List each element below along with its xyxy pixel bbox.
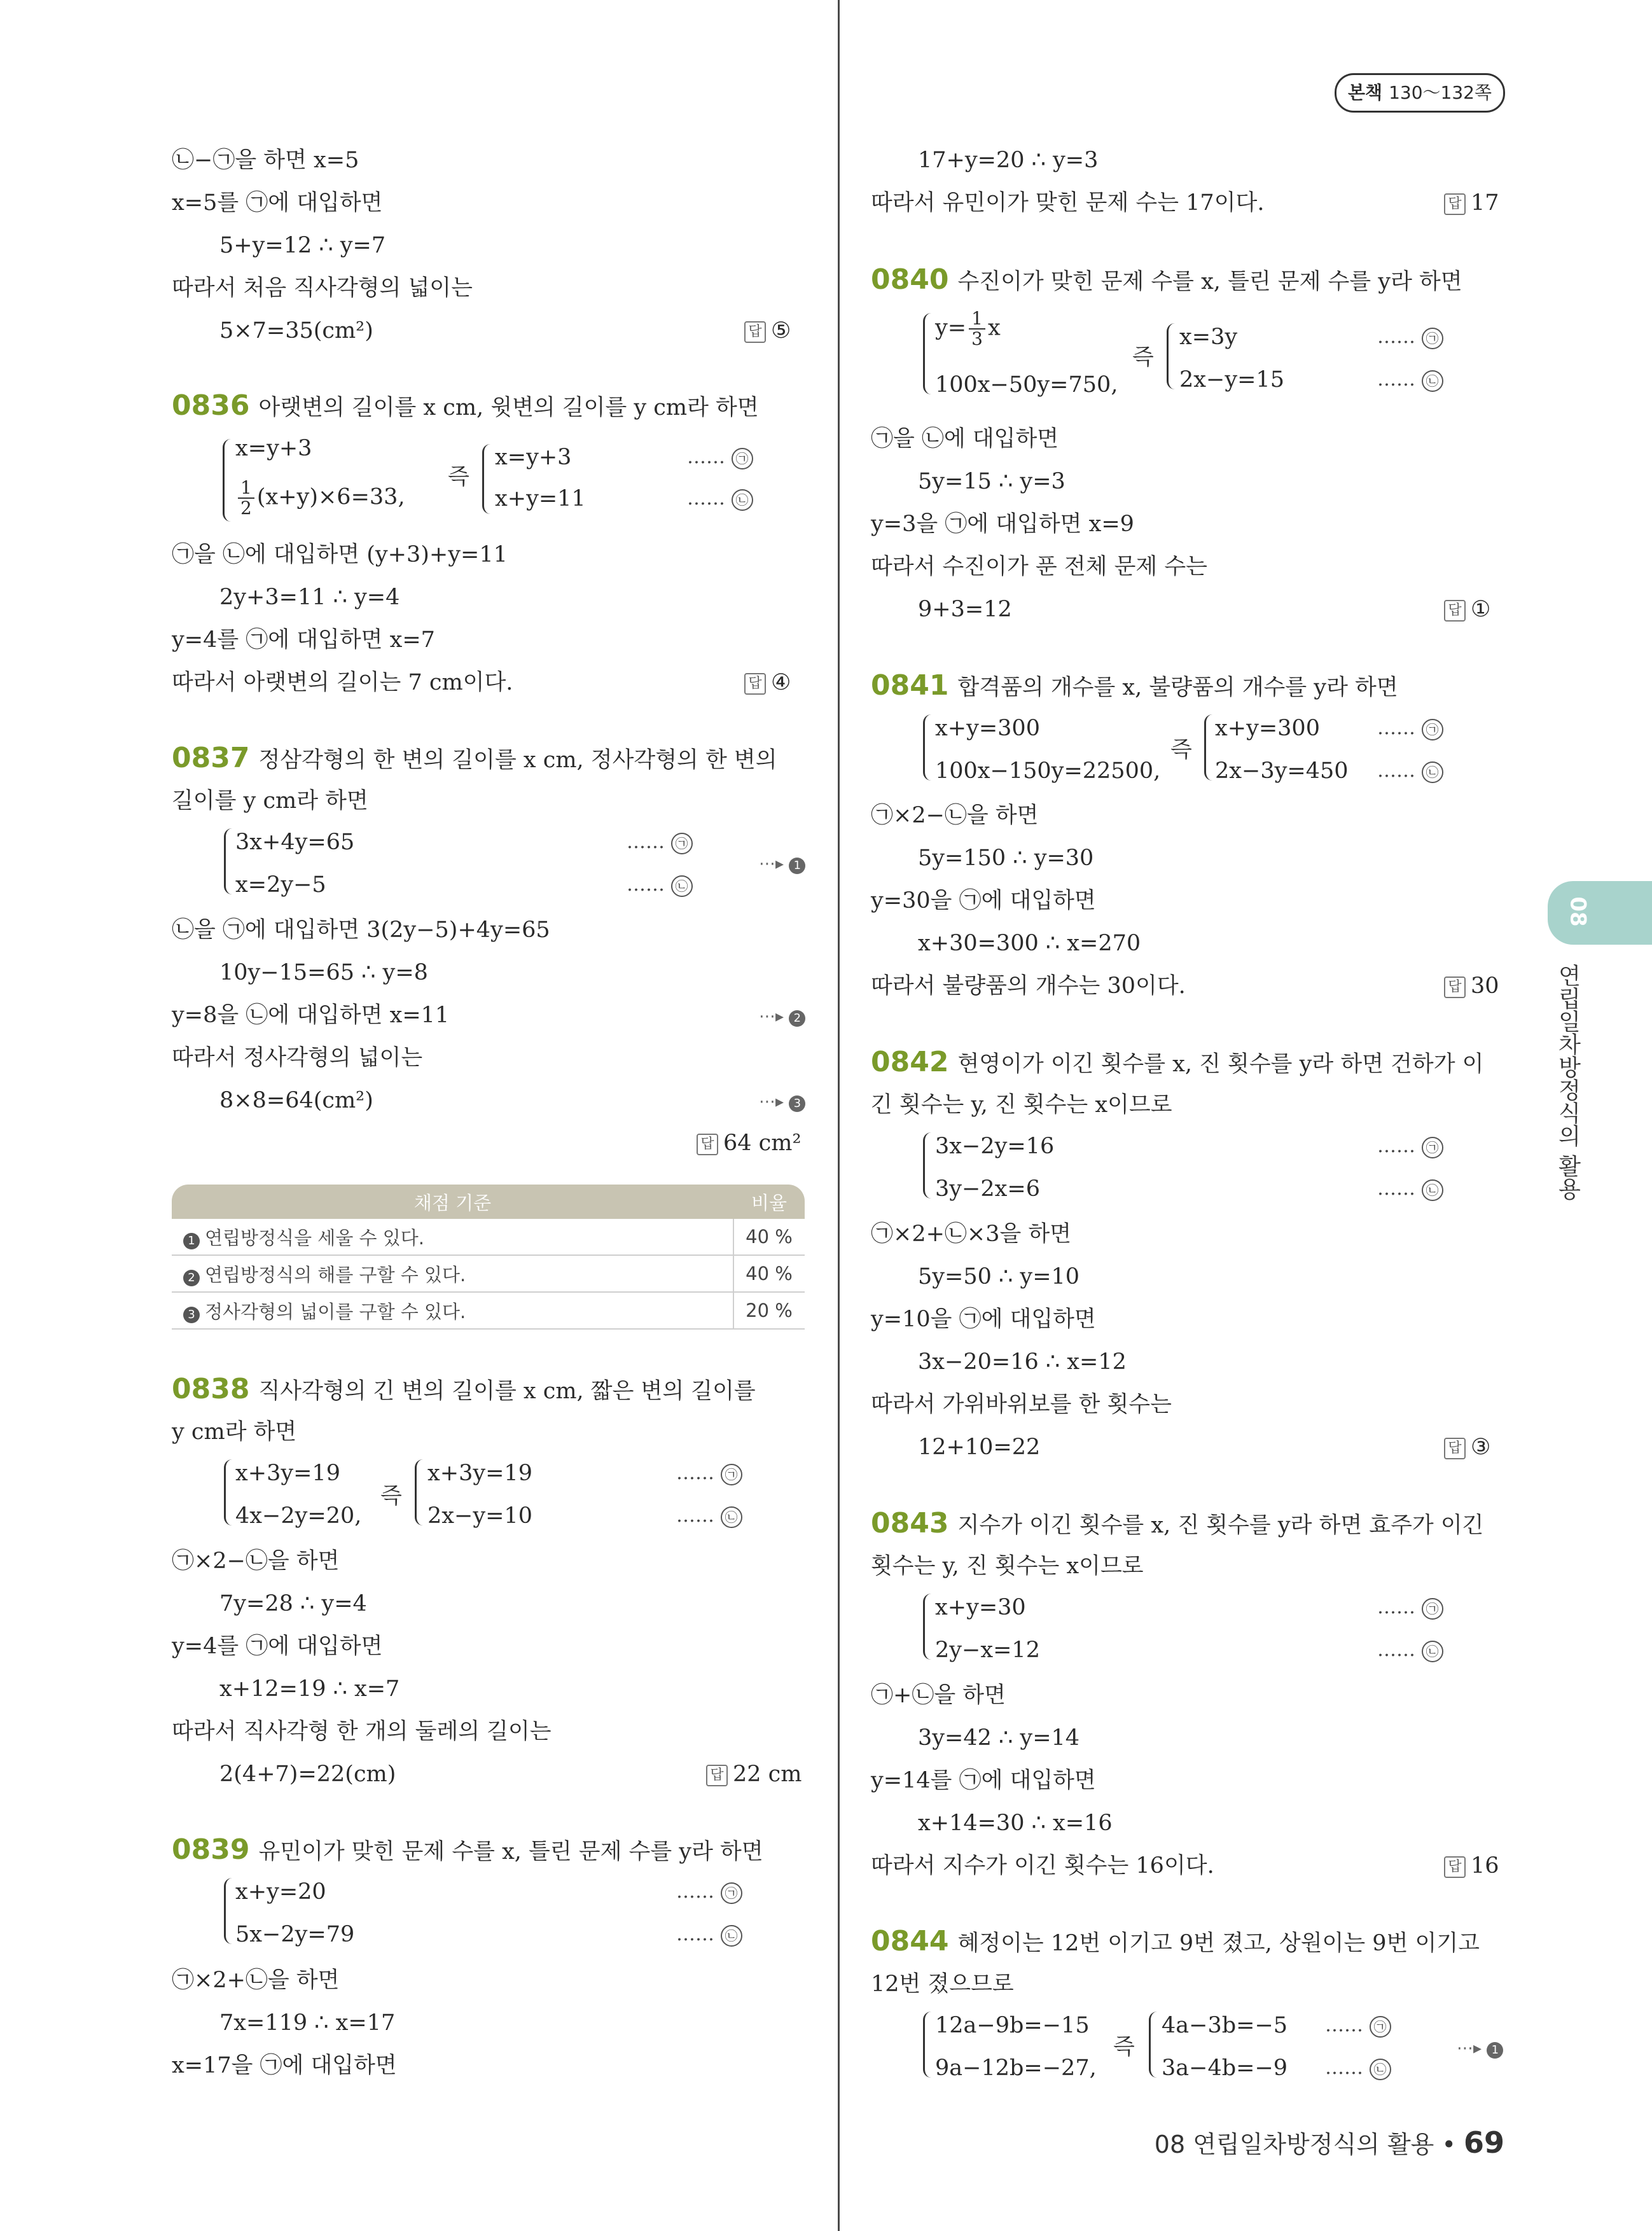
dots: ……	[627, 831, 665, 853]
criteria-text	[172, 1219, 733, 1255]
footer-bullet: •	[1441, 2130, 1456, 2158]
criteria-header-row	[172, 1185, 805, 1219]
equation: x+y=20	[235, 1879, 326, 1905]
problem-text: 혜정이는 12번 이기고 9번 졌고, 상원이는 9번 이기고	[957, 1931, 1480, 1956]
answer-value: ①	[1471, 597, 1491, 622]
circle-label: ㉠	[721, 1464, 742, 1485]
equation-label	[1377, 1594, 1443, 1622]
answer-value: ⑤	[771, 318, 791, 344]
answer-icon: 답	[744, 321, 766, 343]
criteria-ratio: 40 %	[733, 1255, 805, 1292]
step-line: y=14를 ㉠에 대입하면	[871, 1768, 1096, 1793]
step-marker-3	[759, 1092, 805, 1112]
criteria-row	[172, 1255, 805, 1292]
answer-icon: 답	[1444, 1438, 1466, 1459]
equation	[935, 309, 1001, 349]
answer-value: ④	[771, 670, 791, 695]
jeuk: 즉	[1132, 345, 1154, 370]
chapter-tab-number: 08	[1565, 896, 1591, 927]
denominator: 2	[240, 497, 252, 518]
problem-text: 현영이가 이긴 횟수를 x, 진 횟수를 y라 하면 건하가 이	[957, 1052, 1484, 1077]
criteria-header: 채점 기준	[172, 1185, 733, 1219]
answer-0840	[1444, 595, 1490, 623]
step-line: 5×7=35(cm²)	[219, 318, 373, 344]
circle-label: ㉡	[1422, 370, 1443, 392]
circle-label: ㉡	[721, 1925, 742, 1947]
grading-criteria-table	[172, 1185, 805, 1330]
answer-value: 22 cm	[733, 1762, 802, 1787]
equation: 2x−y=10	[427, 1503, 532, 1529]
criteria-number: 1	[183, 1233, 200, 1249]
problem-number: 0840	[871, 263, 949, 296]
step-line: ㉠+㉡을 하면	[871, 1683, 1006, 1708]
equation: 2y−x=12	[935, 1637, 1040, 1663]
step-line: 3y=42 ∴ y=14	[918, 1725, 1080, 1751]
equation-rest: (x+y)×6=33	[256, 484, 398, 510]
dots: ……	[1377, 368, 1415, 391]
equation: 3x+4y=65	[235, 830, 355, 855]
equation: x+y=11	[495, 486, 586, 511]
problem-text-cont: 횟수는 y, 진 횟수는 x이므로	[871, 1553, 1144, 1579]
step-line: 따라서 직사각형 한 개의 둘레의 길이는	[172, 1719, 552, 1744]
dots: ……	[1377, 1135, 1415, 1157]
brace	[223, 439, 231, 522]
fraction	[969, 309, 985, 349]
step-line: 2y+3=11 ∴ y=4	[219, 585, 400, 610]
badge-bold: 본책	[1347, 82, 1383, 103]
equation-label	[627, 828, 693, 856]
brace	[224, 1459, 232, 1526]
dots: ……	[676, 1880, 714, 1903]
brace	[923, 313, 931, 394]
equation-label	[687, 485, 753, 513]
problem-number: 0842	[871, 1046, 949, 1078]
criteria-row	[172, 1292, 805, 1329]
brace	[923, 714, 931, 781]
problem-text: 아랫변의 길이를 x cm, 윗변의 길이를 y cm라 하면	[258, 395, 759, 420]
brace	[415, 1459, 423, 1526]
step-line: y=3을 ㉠에 대입하면 x=9	[871, 511, 1134, 537]
criteria-number: 2	[183, 1270, 200, 1286]
step-line: y=30을 ㉠에 대입하면	[871, 888, 1096, 914]
equation: 100x−150y=22500,	[935, 758, 1161, 784]
step-line: 7x=119 ∴ x=17	[219, 2010, 396, 2036]
equation: x=2y−5	[235, 872, 326, 898]
circle-label: ㉠	[721, 1882, 742, 1904]
badge-range: 130〜132쪽	[1389, 82, 1492, 103]
step-line: 따라서 불량품의 개수는 30이다.	[871, 973, 1186, 999]
circle-label: ㉠	[1422, 1598, 1443, 1620]
equation-label	[627, 871, 693, 899]
step-line: 5y=50 ∴ y=10	[918, 1264, 1080, 1289]
equation: x+3y=19	[235, 1461, 340, 1486]
equation-text: 9a−12b=−27	[935, 2055, 1090, 2081]
page-footer	[1155, 2125, 1504, 2160]
problem-number: 0841	[871, 669, 949, 702]
equation-text: y=	[935, 315, 967, 341]
step-line: x+14=30 ∴ x=16	[918, 1811, 1113, 1836]
criteria-text	[172, 1292, 733, 1329]
equation: x+3y=19	[427, 1461, 532, 1486]
equation-label	[1325, 2054, 1391, 2082]
equation: 3x−2y=16	[935, 1134, 1055, 1159]
step-line: y=8을 ㉡에 대입하면 x=11	[172, 1003, 450, 1028]
denominator: 3	[971, 328, 983, 349]
problem-0841-heading	[871, 669, 1398, 702]
problem-number: 0839	[172, 1833, 250, 1866]
problem-text-cont: 12번 졌으므로	[871, 1971, 1014, 1997]
jeuk: 즉	[448, 464, 469, 490]
equation: x=y+3	[235, 436, 312, 461]
equation-label	[1377, 1132, 1443, 1160]
dots: ……	[1377, 1639, 1415, 1661]
dots: ……	[687, 487, 725, 510]
equation-label	[1377, 757, 1443, 785]
brace	[923, 2012, 931, 2078]
equation-label	[1377, 1175, 1443, 1203]
step-line: 12+10=22	[918, 1435, 1041, 1460]
equation: 4x−2y=20,	[235, 1503, 362, 1529]
dots: ……	[1377, 1178, 1415, 1200]
circle-label: ㉡	[721, 1506, 742, 1528]
answer-value: 17	[1471, 190, 1499, 216]
answer-icon: 답	[1444, 193, 1466, 215]
answer-icon: 답	[1444, 1856, 1466, 1878]
equation-label	[676, 1459, 742, 1487]
equation: 3a−4b=−9	[1162, 2055, 1288, 2081]
circle-label: ㉡	[1422, 761, 1443, 783]
problem-text: 직사각형의 긴 변의 길이를 x cm, 짧은 변의 길이를	[258, 1379, 756, 1404]
equation: $\frac{1}{2}$ (x+y)×6=33,	[235, 478, 405, 518]
equation-label	[687, 443, 753, 471]
answer-value: ③	[1471, 1435, 1491, 1460]
step-marker-1	[1457, 2039, 1503, 2059]
arrow: ⋯▸	[759, 854, 784, 873]
step-line: 따라서 수진이가 푼 전체 문제 수는	[871, 554, 1207, 580]
equation: 2x−y=15	[1179, 367, 1284, 393]
step-line: 따라서 지수가 이긴 횟수는 16이다.	[871, 1853, 1214, 1879]
jeuk: 즉	[1113, 2034, 1135, 2060]
equation: 9a−12b=−27,	[935, 2055, 1097, 2081]
step-marker-1	[759, 854, 805, 874]
criteria-label: 정사각형의 넓이를 구할 수 있다.	[205, 1300, 466, 1323]
equation-label	[676, 1502, 742, 1530]
step-line: ㉠을 ㉡에 대입하면 (y+3)+y=11	[172, 542, 508, 567]
equation: x+y=300	[935, 716, 1040, 741]
problem-0844-heading	[871, 1925, 1480, 1957]
chapter-tab-title: 연립일차방정식의 활용	[1555, 964, 1581, 1200]
step-line: ㉡−㉠을 하면 x=5	[172, 148, 359, 173]
dots: ……	[676, 1923, 714, 1945]
equation-label	[1377, 714, 1443, 742]
dots: ……	[627, 873, 665, 896]
step-line: 3x−20=16 ∴ x=12	[918, 1349, 1127, 1375]
brace	[923, 1132, 931, 1199]
dots: ……	[1325, 2057, 1363, 2079]
step-line: y=4를 ㉠에 대입하면 x=7	[172, 627, 435, 653]
equation: 2x−3y=450	[1215, 758, 1349, 784]
equation-text: x	[987, 315, 1001, 341]
equation-label	[1377, 366, 1443, 394]
answer-icon: 답	[706, 1765, 728, 1786]
answer-0836	[744, 669, 791, 697]
dots: ……	[676, 1462, 714, 1484]
circle-label: ㉠	[1422, 719, 1443, 740]
answer-value: 16	[1471, 1853, 1499, 1879]
brace	[1167, 323, 1175, 389]
step-line: 17+y=20 ∴ y=3	[918, 148, 1099, 173]
numerator: 1	[969, 309, 985, 330]
problem-0842-heading	[871, 1048, 1483, 1078]
criteria-row	[172, 1219, 805, 1255]
answer-0843	[1444, 1852, 1499, 1880]
problem-number: 0838	[172, 1373, 250, 1405]
problem-text: 정삼각형의 한 변의 길이를 x cm, 정사각형의 한 변의	[258, 747, 777, 773]
brace	[224, 1878, 232, 1944]
dots: ……	[1377, 760, 1415, 782]
circle-label: ㉠	[1422, 1137, 1443, 1158]
dots: ……	[687, 446, 725, 468]
answer-0841	[1444, 972, 1499, 1000]
problem-text: 합격품의 개수를 x, 불량품의 개수를 y라 하면	[957, 675, 1398, 700]
circle-label: ㉡	[1422, 1641, 1443, 1662]
circle-label: ㉡	[671, 875, 693, 897]
step-line: ㉡을 ㉠에 대입하면 3(2y−5)+4y=65	[172, 917, 550, 943]
step-marker-2	[759, 1007, 805, 1027]
step-line: ㉠×2+㉡×3을 하면	[871, 1221, 1072, 1247]
problem-0836-heading	[172, 389, 759, 422]
problem-0843-heading	[871, 1507, 1484, 1539]
problem-0839-heading	[172, 1833, 763, 1866]
step-line: 9+3=12	[918, 597, 1012, 622]
equation: x=y+3	[495, 445, 572, 470]
answer-0839	[1444, 189, 1499, 217]
arrow: ⋯▸	[759, 1007, 784, 1026]
equation: x+y=300	[1215, 716, 1320, 741]
equation: 3y−2x=6	[935, 1176, 1040, 1202]
answer-0835	[744, 317, 791, 345]
problem-0840-heading	[871, 263, 1462, 296]
equation-label	[676, 1921, 742, 1949]
brace	[224, 828, 232, 894]
chapter-tab	[1548, 881, 1652, 945]
step-line: y=10을 ㉠에 대입하면	[871, 1307, 1096, 1332]
step-line: 5+y=12 ∴ y=7	[219, 233, 386, 258]
dots: ……	[1325, 2014, 1363, 2036]
step-line: 따라서 가위바위보를 한 횟수는	[871, 1392, 1172, 1417]
circle-label: ㉠	[1370, 2016, 1391, 2038]
equation-text: 100x−150y=22500	[935, 758, 1154, 784]
criteria-text	[172, 1255, 733, 1292]
dots: ……	[1377, 326, 1415, 348]
circle-label: ㉠	[671, 833, 693, 854]
equation-label	[1377, 1636, 1443, 1664]
dots: ……	[676, 1505, 714, 1527]
answer-0842	[1444, 1433, 1490, 1461]
step-number: 3	[789, 1095, 805, 1112]
equation-label	[1325, 2012, 1391, 2040]
step-line: 따라서 유민이가 맞힌 문제 수는 17이다.	[871, 190, 1265, 216]
circle-label: ㉠	[1422, 328, 1443, 349]
answer-icon: 답	[1444, 600, 1466, 622]
step-line: 5y=150 ∴ y=30	[918, 845, 1094, 871]
problem-text-cont: 긴 횟수는 y, 진 횟수는 x이므로	[871, 1092, 1172, 1118]
equation: 5x−2y=79	[235, 1922, 355, 1947]
column-divider	[838, 0, 840, 2231]
answer-0838	[706, 1760, 802, 1788]
step-line: ㉠×2−㉡을 하면	[172, 1548, 340, 1574]
step-line: ㉠×2−㉡을 하면	[871, 803, 1039, 828]
brace	[482, 444, 490, 514]
equation: x=3y	[1179, 324, 1238, 350]
criteria-ratio: 20 %	[733, 1292, 805, 1329]
equation: x+y=30	[935, 1595, 1026, 1620]
numerator: 1	[238, 478, 254, 499]
step-line: 8×8=64(cm²)	[219, 1088, 373, 1113]
step-line: 2(4+7)=22(cm)	[219, 1762, 396, 1787]
step-line: 따라서 처음 직사각형의 넓이는	[172, 275, 473, 301]
jeuk: 즉	[380, 1484, 402, 1509]
answer-value: 64 cm²	[723, 1130, 802, 1156]
equation: 4a−3b=−5	[1162, 2013, 1288, 2038]
step-line: y=4를 ㉠에 대입하면	[172, 1634, 383, 1659]
answer-icon: 답	[744, 673, 766, 695]
criteria-label: 연립방정식을 세울 수 있다.	[205, 1227, 425, 1249]
step-line: x=17을 ㉠에 대입하면	[172, 2053, 397, 2078]
step-line: x+12=19 ∴ x=7	[219, 1676, 400, 1702]
equation: 12a−9b=−15	[935, 2013, 1090, 2038]
brace	[1149, 2012, 1157, 2078]
step-line: x=5를 ㉠에 대입하면	[172, 190, 383, 216]
problem-text: 지수가 이긴 횟수를 x, 진 횟수를 y라 하면 효주가 이긴	[957, 1513, 1484, 1538]
problem-number: 0843	[871, 1507, 949, 1539]
step-line: ㉠×2+㉡을 하면	[172, 1968, 340, 1993]
problem-text: 유민이가 맞힌 문제 수를 x, 틀린 문제 수를 y라 하면	[258, 1839, 763, 1865]
problem-0837-heading	[172, 744, 777, 774]
step-number: 2	[789, 1010, 805, 1027]
page-number: 69	[1463, 2125, 1504, 2160]
arrow: ⋯▸	[759, 1092, 784, 1111]
step-line: 10y−15=65 ∴ y=8	[219, 960, 428, 985]
step-number: 1	[789, 858, 805, 874]
equation: 100x−50y=750,	[935, 372, 1118, 398]
dots: ……	[1377, 1596, 1415, 1618]
step-line: x+30=300 ∴ x=270	[918, 931, 1141, 956]
footer-chapter: 08 연립일차방정식의 활용	[1154, 2130, 1434, 2158]
answer-icon: 답	[697, 1134, 718, 1155]
circle-label: ㉡	[1422, 1179, 1443, 1201]
step-line: 따라서 아랫변의 길이는 7 cm이다.	[172, 670, 513, 695]
problem-number: 0844	[871, 1925, 949, 1957]
equation-text: 4x−2y=20	[235, 1503, 355, 1529]
equation-label	[676, 1878, 742, 1906]
problem-text-cont: 길이를 y cm라 하면	[172, 788, 368, 814]
step-line: 5y=15 ∴ y=3	[918, 469, 1065, 494]
equation-text: 100x−50y=750	[935, 372, 1111, 398]
dots: ……	[1377, 717, 1415, 739]
problem-text: 수진이가 맞힌 문제 수를 x, 틀린 문제 수를 y라 하면	[957, 269, 1462, 295]
brace	[923, 1594, 931, 1660]
criteria-number: 3	[183, 1307, 200, 1323]
problem-text-cont: y cm라 하면	[172, 1419, 297, 1445]
circle-label: ㉠	[732, 448, 753, 469]
step-line: 따라서 정사각형의 넓이는	[172, 1045, 423, 1071]
problem-number: 0837	[172, 742, 250, 774]
step-line: 7y=28 ∴ y=4	[219, 1591, 367, 1616]
answer-icon: 답	[1444, 976, 1466, 998]
criteria-label: 연립방정식의 해를 구할 수 있다.	[205, 1263, 466, 1286]
circle-label: ㉡	[1370, 2059, 1391, 2080]
ratio-header: 비율	[733, 1185, 805, 1219]
circle-label: ㉡	[732, 489, 753, 511]
page-reference-badge	[1335, 73, 1505, 113]
brace	[1204, 714, 1212, 781]
problem-0838-heading	[172, 1375, 756, 1405]
problem-number: 0836	[172, 389, 250, 422]
answer-value: 30	[1471, 973, 1499, 999]
equation-label	[1377, 323, 1443, 351]
step-number: 1	[1487, 2042, 1503, 2059]
jeuk: 즉	[1170, 737, 1192, 763]
criteria-ratio: 40 %	[733, 1219, 805, 1255]
answer-0837	[697, 1129, 801, 1157]
fraction	[238, 478, 254, 518]
arrow: ⋯▸	[1457, 2039, 1482, 2058]
step-line: ㉠을 ㉡에 대입하면	[871, 426, 1059, 452]
